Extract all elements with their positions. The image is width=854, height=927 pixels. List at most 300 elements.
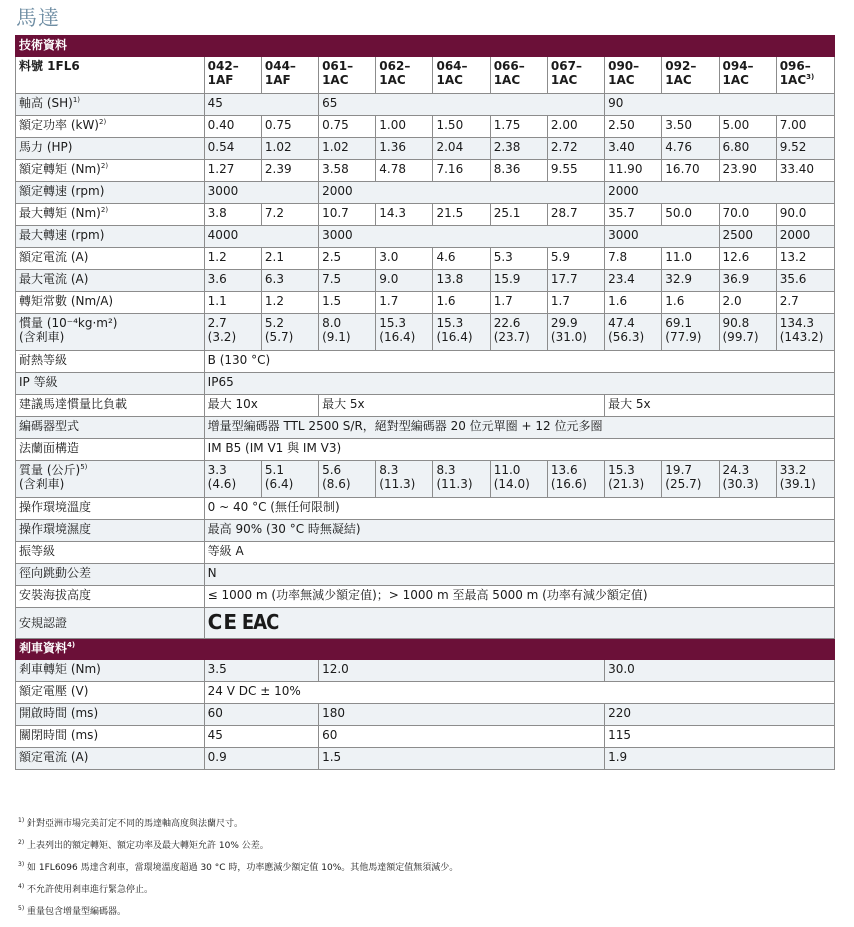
value-text: 35.7 — [608, 206, 635, 220]
value-text: 3.0 — [379, 250, 399, 264]
value-cell — [376, 116, 433, 138]
value-cell — [204, 182, 318, 204]
value-cell — [547, 160, 604, 182]
value-cell — [261, 270, 318, 292]
spec-row — [16, 204, 835, 226]
row-label-text: 操作環境濕度 — [19, 522, 92, 536]
value-text-brake: (143.2) — [779, 330, 824, 344]
row-label-text: 操作環境溫度 — [19, 500, 92, 514]
row-label-text: 最大轉速 (rpm) — [19, 228, 105, 242]
model-cell — [376, 57, 433, 94]
row-label — [16, 314, 205, 351]
value-cell — [204, 94, 318, 116]
spec-row — [16, 748, 835, 770]
model-cell — [261, 57, 318, 94]
row-label-text: 建議馬達慣量比負載 — [19, 397, 128, 411]
row-label — [16, 204, 205, 226]
value-cell — [776, 226, 834, 248]
value-text: 1.2 — [207, 250, 227, 264]
value-text: 9.0 — [379, 272, 399, 286]
value-cell — [547, 116, 604, 138]
row-label — [16, 182, 205, 204]
value-text: 13.6 — [550, 463, 578, 477]
value-text: IM B5 (IM V1 與 IM V3) — [207, 441, 342, 455]
value-text-brake: (5.7) — [264, 330, 294, 344]
value-text: 1.5 — [322, 294, 342, 308]
model-code-top: 094– — [722, 59, 754, 73]
value-cell — [204, 748, 318, 770]
value-text: B (130 °C) — [207, 353, 271, 367]
value-cell — [776, 314, 834, 351]
footnote-text: 如 1FL6096 馬達含剎車，當環境溫度超過 30 °C 時，功率應減少額定值 10%。其他馬達額定值無須減少。 — [27, 863, 459, 873]
model-code-bottom: 1AC — [550, 73, 578, 87]
value-cell — [490, 270, 547, 292]
value-text: 增量型編碼器 TTL 2500 S/R，絕對型編碼器 20 位元單圈 + 12 位元多圈 — [207, 419, 603, 433]
row-label-text: 安裝海拔高度 — [19, 588, 92, 602]
model-code-top: 096– — [779, 59, 811, 73]
row-label — [16, 270, 205, 292]
row-label-text: 額定電壓 (V) — [19, 684, 89, 698]
value-cell — [662, 248, 719, 270]
spec-row — [16, 586, 835, 608]
value-text: 1.27 — [207, 162, 235, 176]
value-cell — [662, 138, 719, 160]
value-text: 90.8 — [722, 316, 750, 330]
value-text: 3.6 — [207, 272, 227, 286]
spec-row — [16, 395, 835, 417]
value-text: 9.55 — [550, 162, 578, 176]
value-text: 36.9 — [722, 272, 750, 286]
row-label — [16, 660, 205, 682]
model-cell — [433, 57, 490, 94]
value-cell — [490, 248, 547, 270]
value-text: 4000 — [207, 228, 239, 242]
cert-row — [16, 608, 835, 639]
value-text: 1.36 — [379, 140, 406, 154]
value-cell — [605, 226, 719, 248]
value-text: 21.5 — [436, 206, 464, 220]
value-cell — [719, 292, 776, 314]
value-text: 2.04 — [436, 140, 464, 154]
value-text: 2.00 — [550, 118, 578, 132]
value-cell — [719, 138, 776, 160]
section-brake-note-mark: 4) — [67, 641, 76, 649]
row-label — [16, 395, 205, 417]
value-cell — [204, 351, 834, 373]
value-text-brake: (99.7) — [722, 330, 759, 344]
value-text: 2500 — [722, 228, 754, 242]
row-label — [16, 417, 205, 439]
value-text: 32.9 — [665, 272, 693, 286]
model-code-bottom: 1AC — [608, 73, 635, 87]
value-cell — [662, 270, 719, 292]
value-cell — [261, 138, 318, 160]
footnote-mark: 5) — [18, 905, 25, 912]
spec-row — [16, 660, 835, 682]
value-text: 2.5 — [322, 250, 342, 264]
model-cell — [319, 57, 376, 94]
value-cell — [719, 270, 776, 292]
value-text: 最大 5x — [608, 397, 651, 411]
value-text: 3000 — [608, 228, 639, 242]
value-cell — [204, 204, 261, 226]
value-text: 45 — [207, 96, 223, 110]
value-text: 2.39 — [264, 162, 292, 176]
value-text: 2.0 — [722, 294, 742, 308]
value-cell — [719, 226, 776, 248]
value-cell — [719, 314, 776, 351]
model-cell — [547, 57, 604, 94]
value-text: 19.7 — [665, 463, 693, 477]
footnote — [18, 816, 838, 838]
row-label-sub: (含剎車) — [19, 477, 65, 491]
value-text: 3.50 — [665, 118, 693, 132]
value-cell — [605, 248, 662, 270]
value-text: 8.0 — [322, 316, 342, 330]
value-cell — [662, 160, 719, 182]
spec-row — [16, 270, 835, 292]
value-text: 50.0 — [665, 206, 693, 220]
row-label-text: 編碼器型式 — [19, 419, 80, 433]
value-text: 134.3 — [779, 316, 815, 330]
value-text: 115 — [608, 728, 631, 742]
value-text: 0.54 — [207, 140, 235, 154]
value-text: 5.9 — [550, 250, 570, 264]
model-note-mark: 3) — [806, 73, 815, 81]
value-text: 7.8 — [608, 250, 628, 264]
value-cell — [204, 682, 834, 704]
value-text-brake: (25.7) — [665, 477, 702, 491]
footnote — [18, 904, 838, 926]
value-text: 0.9 — [207, 750, 227, 764]
spec-row — [16, 439, 835, 461]
row-label — [16, 542, 205, 564]
value-cell — [605, 461, 662, 498]
value-cell — [319, 704, 605, 726]
value-cell — [204, 726, 318, 748]
model-cell — [204, 57, 261, 94]
value-cell — [376, 461, 433, 498]
value-text: 30.0 — [608, 662, 635, 676]
value-text: 13.8 — [436, 272, 464, 286]
value-text: 28.7 — [550, 206, 578, 220]
section-header-tech — [16, 36, 835, 57]
value-text-brake: (31.0) — [550, 330, 587, 344]
value-cell — [605, 138, 662, 160]
value-text: 2.7 — [207, 316, 227, 330]
value-text: 90.0 — [779, 206, 807, 220]
value-text: 90 — [608, 96, 624, 110]
value-cell — [319, 726, 605, 748]
value-cell — [776, 248, 834, 270]
spec-row — [16, 160, 835, 182]
value-text: 10.7 — [322, 206, 349, 220]
value-text: 70.0 — [722, 206, 750, 220]
value-cell — [547, 314, 604, 351]
value-cell — [490, 461, 547, 498]
value-text: 3.8 — [207, 206, 227, 220]
row-label — [16, 498, 205, 520]
footnote-text: 不允許使用剎車進行緊急停止。 — [27, 885, 154, 895]
value-cell — [719, 204, 776, 226]
value-text: 12.0 — [322, 662, 349, 676]
value-cell — [433, 116, 490, 138]
value-text: 1.1 — [207, 294, 227, 308]
footnote-mark: 2) — [18, 839, 25, 846]
value-cell — [433, 314, 490, 351]
value-cell — [433, 204, 490, 226]
value-text: 33.40 — [779, 162, 815, 176]
value-text: 1.00 — [379, 118, 406, 132]
value-text: 4.76 — [665, 140, 693, 154]
value-text-brake: (9.1) — [322, 330, 351, 344]
spec-row — [16, 417, 835, 439]
model-code-bottom: 1AC — [779, 73, 807, 87]
cert-marks — [204, 608, 834, 639]
value-cell — [719, 116, 776, 138]
value-cell — [319, 314, 376, 351]
row-label-text: 振等級 — [19, 544, 56, 558]
row-label — [16, 586, 205, 608]
value-text: 4.6 — [436, 250, 456, 264]
value-text: 3.58 — [322, 162, 349, 176]
value-text: 180 — [322, 706, 345, 720]
row-label-text: 額定電流 (A) — [19, 250, 89, 264]
value-text: IP65 — [207, 375, 234, 389]
value-cell — [261, 248, 318, 270]
value-cell — [376, 248, 433, 270]
value-text: 4.78 — [379, 162, 406, 176]
value-cell — [204, 439, 834, 461]
row-label — [16, 292, 205, 314]
value-text: 7.5 — [322, 272, 342, 286]
value-cell — [719, 248, 776, 270]
value-text: 2.72 — [550, 140, 578, 154]
value-text: 1.6 — [436, 294, 456, 308]
value-text: 3.3 — [207, 463, 227, 477]
value-cell — [605, 395, 835, 417]
model-header-row — [16, 57, 835, 94]
value-cell — [547, 138, 604, 160]
row-label-note-mark: 2) — [99, 118, 107, 126]
value-cell — [319, 461, 376, 498]
row-label-text: 最大電流 (A) — [19, 272, 89, 286]
value-cell — [319, 116, 376, 138]
row-label-note-mark: 2) — [100, 162, 109, 170]
value-cell — [605, 314, 662, 351]
value-text: 5.6 — [322, 463, 342, 477]
value-text-brake: (16.4) — [436, 330, 473, 344]
value-text: 11.90 — [608, 162, 643, 176]
value-cell — [204, 704, 318, 726]
value-cell — [319, 292, 376, 314]
row-label — [16, 748, 205, 770]
row-label — [16, 564, 205, 586]
section-brake-label: 剎車資料 — [19, 641, 68, 655]
value-text: 1.2 — [264, 294, 284, 308]
value-cell — [376, 270, 433, 292]
eac-mark-icon: EAC — [241, 609, 279, 634]
value-cell — [490, 160, 547, 182]
value-text-brake: (16.4) — [379, 330, 416, 344]
model-code-bottom: 1AC — [665, 73, 692, 87]
value-text: 7.16 — [436, 162, 464, 176]
model-code-top: 042– — [207, 59, 239, 73]
value-text: 2.50 — [608, 118, 635, 132]
value-text: 23.90 — [722, 162, 757, 176]
value-text: 33.2 — [779, 463, 807, 477]
footnote-text: 針對亞洲市場完美訂定不同的馬達軸高度與法蘭尺寸。 — [27, 819, 244, 829]
value-cell — [319, 160, 376, 182]
spec-row — [16, 373, 835, 395]
row-label — [16, 248, 205, 270]
value-cell — [433, 138, 490, 160]
value-text: 1.02 — [322, 140, 349, 154]
footnote — [18, 860, 838, 882]
model-code-top: 061– — [322, 59, 354, 73]
row-label-note-mark: 2) — [100, 206, 109, 214]
value-cell — [319, 248, 376, 270]
value-cell — [376, 314, 433, 351]
value-text-brake: (30.3) — [722, 477, 759, 491]
spec-row — [16, 138, 835, 160]
value-cell — [319, 226, 605, 248]
value-text: 8.3 — [436, 463, 456, 477]
value-text-brake: (21.3) — [608, 477, 645, 491]
value-text: 2.1 — [264, 250, 284, 264]
footnote — [18, 882, 838, 904]
row-label-text: 額定功率 (kW) — [19, 118, 99, 132]
value-cell — [204, 270, 261, 292]
row-label-text: 開啟時間 (ms) — [19, 706, 99, 720]
value-text: 1.6 — [608, 294, 628, 308]
value-cell — [605, 660, 835, 682]
value-text: 1.9 — [608, 750, 628, 764]
footnote-mark: 4) — [18, 883, 25, 890]
value-text: 3000 — [322, 228, 353, 242]
value-cell — [261, 314, 318, 351]
value-text-brake: (3.2) — [207, 330, 237, 344]
model-cell — [490, 57, 547, 94]
section-brake-cell — [16, 639, 835, 660]
spec-row — [16, 542, 835, 564]
value-cell — [547, 461, 604, 498]
value-cell — [662, 314, 719, 351]
row-label-text: 耐熱等級 — [19, 353, 68, 367]
value-text: 8.36 — [493, 162, 521, 176]
value-text: 1.75 — [493, 118, 521, 132]
value-cell — [204, 138, 261, 160]
value-cell — [204, 417, 834, 439]
footnote — [18, 838, 838, 860]
row-label — [16, 160, 205, 182]
value-cell — [490, 116, 547, 138]
spec-row — [16, 94, 835, 116]
value-text: 60 — [207, 706, 223, 720]
section-header-brake — [16, 639, 835, 660]
value-text: 等級 A — [207, 544, 244, 558]
value-cell — [776, 116, 834, 138]
model-code-top: 067– — [550, 59, 582, 73]
row-label-text: 最大轉矩 (Nm) — [19, 206, 101, 220]
value-text: 3000 — [207, 184, 239, 198]
value-text: 最高 90% (30 °C 時無凝結) — [207, 522, 361, 536]
row-label-sub: (含剎車) — [19, 330, 65, 344]
value-cell — [605, 704, 835, 726]
value-cell — [547, 204, 604, 226]
model-cell — [776, 57, 834, 94]
value-text: 35.6 — [779, 272, 807, 286]
value-cell — [204, 498, 834, 520]
value-cell — [433, 248, 490, 270]
row-label-text: 額定電流 (A) — [19, 750, 89, 764]
value-cell — [776, 461, 834, 498]
row-label — [16, 94, 205, 116]
footnote-text: 重量包含增量型編碼器。 — [27, 907, 127, 917]
value-text-brake: (23.7) — [493, 330, 530, 344]
value-cell — [490, 138, 547, 160]
row-label — [16, 682, 205, 704]
value-text: 65 — [322, 96, 338, 110]
value-cell — [605, 292, 662, 314]
model-code-top: 090– — [608, 59, 640, 73]
value-cell — [605, 116, 662, 138]
value-cell — [490, 314, 547, 351]
value-text: 24 V DC ± 10% — [207, 684, 301, 698]
value-text: 9.52 — [779, 140, 807, 154]
value-cell — [605, 748, 835, 770]
value-text: 8.3 — [379, 463, 399, 477]
model-code-bottom: 1AC — [722, 73, 749, 87]
model-code-top: 092– — [665, 59, 697, 73]
spec-row — [16, 292, 835, 314]
spec-row — [16, 726, 835, 748]
value-text: 2.38 — [493, 140, 521, 154]
spec-row — [16, 498, 835, 520]
value-cell — [662, 292, 719, 314]
value-text-brake: (39.1) — [779, 477, 816, 491]
value-text: 15.9 — [493, 272, 521, 286]
value-text: 14.3 — [379, 206, 406, 220]
value-cell — [605, 160, 662, 182]
row-label-text: 關閉時間 (ms) — [19, 728, 99, 742]
row-label — [16, 226, 205, 248]
value-cell — [261, 116, 318, 138]
spec-row — [16, 564, 835, 586]
value-text: 1.7 — [550, 294, 570, 308]
value-cell — [261, 160, 318, 182]
value-cell — [319, 94, 605, 116]
value-cell — [204, 395, 318, 417]
value-cell — [433, 160, 490, 182]
value-text-brake: (11.3) — [436, 477, 473, 491]
spec-row — [16, 520, 835, 542]
value-cell — [319, 660, 605, 682]
model-code-top: 062– — [379, 59, 411, 73]
row-label-note-mark: 5) — [80, 463, 88, 471]
row-label — [16, 520, 205, 542]
value-cell — [204, 461, 261, 498]
value-cell — [319, 204, 376, 226]
value-cell — [605, 726, 835, 748]
value-text: 1.6 — [665, 294, 685, 308]
value-text: 1.02 — [264, 140, 292, 154]
value-cell — [433, 292, 490, 314]
value-text: 3.5 — [207, 662, 227, 676]
value-text-brake: (4.6) — [207, 477, 237, 491]
value-text: 最大 10x — [207, 397, 258, 411]
value-text: 11.0 — [665, 250, 693, 264]
